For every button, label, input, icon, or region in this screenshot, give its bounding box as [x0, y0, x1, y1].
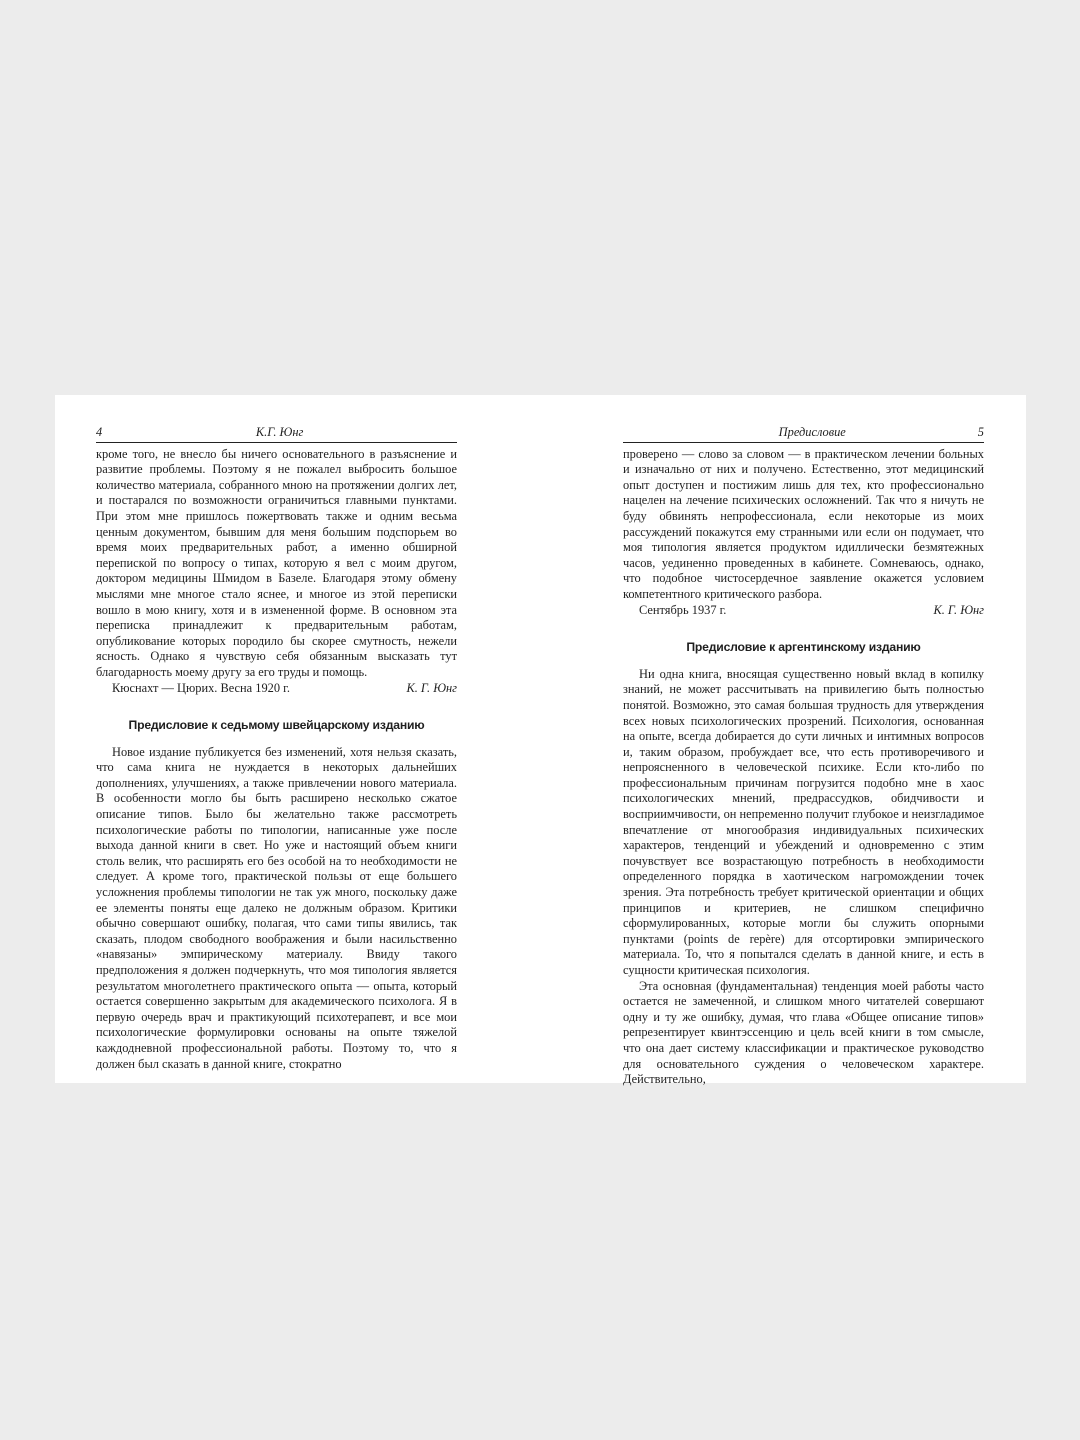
signoff-place: Кюснахт — Цюрих. Весна 1920 г. [112, 680, 290, 695]
continuation-paragraph: кроме того, не внесло бы ничего основательного в разъяснение и развитие проблемы. Поэтому я не пожалел выбросить большое количество материала, собранного мною на протяжении долгих лет, и постарался по возможности ограничиться главными пунктами. При этом мне пришлось пожертвовать также и одним весьма ценным документом, бывшим для меня большим подспорьем во время моих предварительных работ, а именно обширной перепиской по вопросу о типах, которую я вел с моим другом, доктором медицины Шмидом в Базеле. Благодаря этому обмену мыслями мне многое стало яснее, и многое из этой переписки вошло в мою книгу, хотя и в измененной форме. В основном эта переписка принадлежит к предварительным работам, опубликование которых породило бы скорее смутность, нежели ясность. Однако я чувствую себя обязанным высказать тут благодарность моему другу за его труды и помощь. [96, 446, 457, 679]
running-head: К.Г. Юнг [255, 425, 304, 439]
page-number: 5 [977, 425, 984, 439]
signoff [96, 681, 457, 697]
signoff-author: К. Г. Юнг [933, 602, 984, 617]
left-page [96, 425, 457, 1072]
book-spread [55, 395, 1026, 1087]
paragraph-2: Эта основная (фундаментальная) тенденция моей работы часто остается не замеченной, и слишком много читателей совершают одну и ту же ошибку, думая, что глава «Общее описание типов» репрезентирует квинтэссенцию и цель всей книги в том смысле, что она дает систему классификации и практическое руководство для основательного суждения о человеческом характере. Действительно, [623, 978, 984, 1087]
section-heading: Предисловие к седьмому швейцарскому изданию [128, 718, 425, 733]
page-number: 4 [96, 425, 103, 439]
signoff-date: Сентябрь 1937 г. [639, 602, 727, 617]
right-page-header [623, 425, 984, 443]
left-page-body [96, 447, 457, 1073]
continuation-paragraph: проверено — слово за словом — в практическом лечении больных и изначально от них и получено. Естественно, этот медицинский опыт доступен и постижим лишь для тех, кто профессионально нацелен на лечение психических осложнений. Так что я ничуть не буду обвинять непрофессионала, если некоторые из моих рассуждений покажутся ему странными или если он подумает, что моя типология является продуктом идиллически безмятежных часов, уединенно проведенных в кабинете. Сомневаюсь, однако, что подобное чистосердечное заявление окажется условием компетентного критического разбора. [623, 446, 984, 601]
section-heading: Предисловие к аргентинскому изданию [686, 640, 921, 655]
paragraph-1: Ни одна книга, вносящая существенно новый вклад в копилку знаний, не может рассчитывать на привилегию быть полностью понятой. Возможно, это самая большая трудность для утверждения всех новых психологических прозрений. Психология, основанная на опыте, всегда добирается до сути личных и интимных вопросов и, таким образом, пробуждает все, что есть противоречивого и непроясненного в человеческой психике. Если кто-либо по профессиональным причинам погрузится подобно мне в хаос психологических мнений, предрассудков, обидчивости и восприимчивости, он непременно получит глубокое и неизгладимое впечатление от многообразия индивидуальных психических характеров, тенденций и убеждений и одновременно с этим почувствует все возрастающую потребность в необходимости определенного порядка в хаотическом нагромождении точек зрения. Эта потребность требует критической ориентации и общих принципов и критериев, не слишком специфично сформулированных, которые могли бы служить опорными пунктами (points de repère) для отсортировки эмпирического материала. То, что я попытался сделать в данной книге, и есть в сущности критическая психология. [623, 666, 984, 977]
signoff-author: К. Г. Юнг [406, 680, 457, 695]
section-paragraph: Новое издание публикуется без изменений, хотя нельзя сказать, что сама книга не нуждается в некоторых дальнейших дополнениях, улучшениях, а также привлечении нового материала. В особенности могло бы быть расширено несколько сжатое описание типов. Было бы желательно также рассмотреть психологические работы по типологии, написанные уже после выхода данной книги в свет. Но уже и настоящий объем книги столь велик, что расширять его без особой на то необходимости не следует. А кроме того, практической пользы от еще большего усложнения проблемы типологии не так уж много, поскольку даже ее элементы поняты еще далеко не должным образом. Критики обычно совершают ошибку, полагая, что сами типы явились, так сказать, плодом свободного воображения и были насильственно «навязаны» эмпирическому материалу. Ввиду такого предположения я должен подчеркнуть, что моя типология является результатом многолетнего практического опыта — опыта, который остается совершенно закрытым для академического психолога. Я в первую очередь врач и практикующий психотерапевт, и все мои психологические формулировки основаны на опыте тяжелой каждодневной профессиональной работы. Поэтому то, что я должен был сказать в данной книге, стократно [96, 744, 457, 1071]
left-page-header [96, 425, 457, 443]
running-head: Предисловие [778, 425, 846, 439]
right-page-body [623, 447, 984, 1088]
signoff [623, 603, 984, 619]
right-page [623, 425, 984, 1088]
